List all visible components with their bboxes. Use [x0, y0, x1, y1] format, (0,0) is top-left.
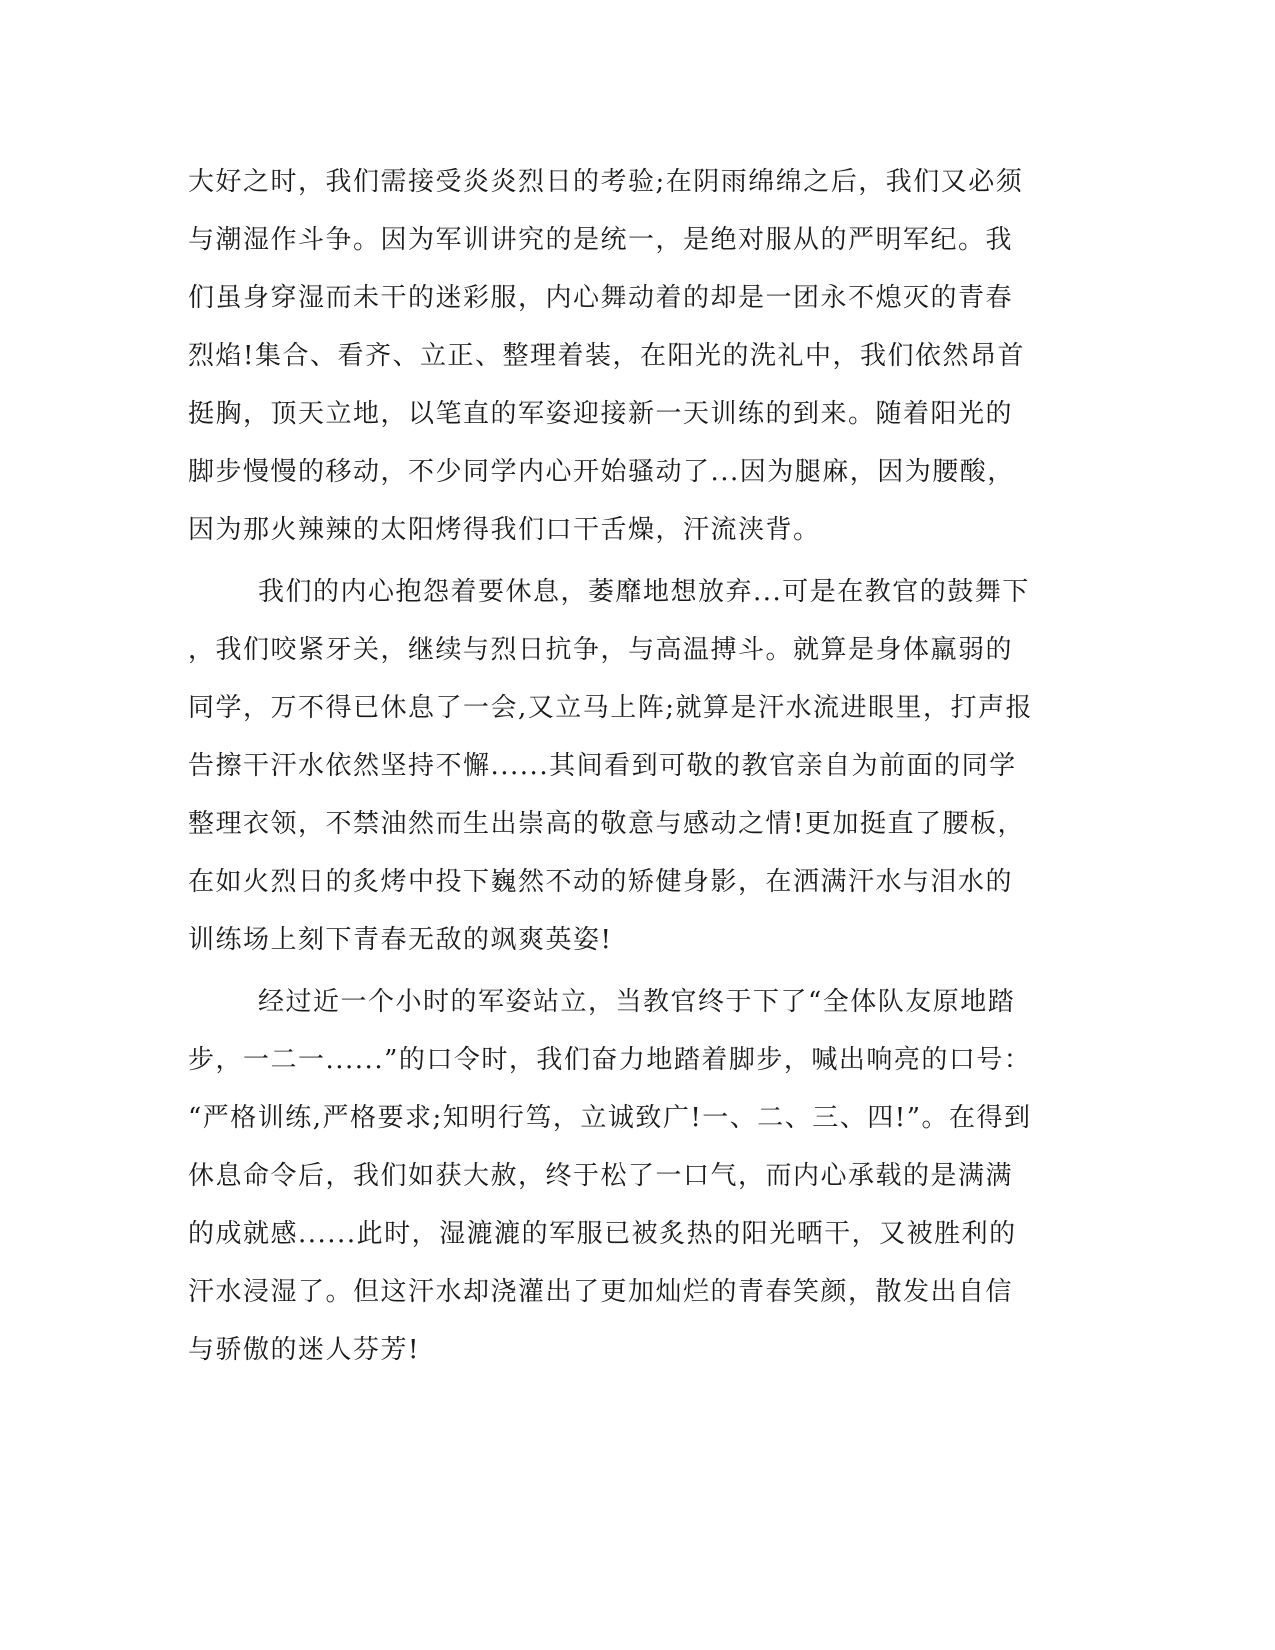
text-line: 因为那火辣辣的太阳烤得我们口干舌燥，汗流浃背。 — [188, 515, 821, 545]
text-line: 经过近一个小时的军姿站立，当教官终于下了“全体队友原地踏 — [258, 987, 1016, 1017]
text-line: 同学，万不得已休息了一会,又立马上阵;就算是汗水流进眼里，打声报 — [188, 693, 1034, 723]
text-line: 整理衣领，不禁油然而生出崇高的敬意与感动之情!更加挺直了腰板， — [188, 809, 1025, 839]
text-line: 挺胸，顶天立地，以笔直的军姿迎接新一天训练的到来。随着阳光的 — [188, 399, 1014, 429]
text-line: “严格训练,严格要求;知明行笃，立诚致广!一、二、三、四!”。在得到 — [188, 1103, 1032, 1133]
text-line: 我们的内心抱怨着要休息，萎靡地想放弃...可是在教官的鼓舞下 — [258, 577, 1030, 607]
text-line: 汗水浸湿了。但这汗水却浇灌出了更加灿烂的青春笑颜，散发出自信 — [188, 1277, 1014, 1307]
text-line: 脚步慢慢的移动，不少同学内心开始骚动了...因为腿麻，因为腰酸， — [188, 457, 1015, 487]
text-line: 步，一二一......”的口令时，我们奋力地踏着脚步，喊出响亮的口号： — [188, 1045, 1032, 1075]
text-line: ，我们咬紧牙关，继续与烈日抗争，与高温搏斗。就算是身体羸弱的 — [188, 635, 1014, 665]
text-line: 告擦干汗水依然坚持不懈......其间看到可敬的教官亲自为前面的同学 — [188, 751, 1017, 781]
text-line: 大好之时，我们需接受炎炎烈日的考验;在阴雨绵绵之后，我们又必须 — [188, 167, 1024, 197]
text-line: 与骄傲的迷人芬芳! — [188, 1335, 420, 1365]
text-line: 们虽身穿湿而未干的迷彩服，内心舞动着的却是一团永不熄灭的青春 — [188, 283, 1014, 313]
text-line: 的成就感......此时，湿漉漉的军服已被炙热的阳光晒干，又被胜利的 — [188, 1219, 1017, 1249]
text-line: 烈焰!集合、看齐、立正、整理着装，在阳光的洗礼中，我们依然昂首 — [188, 341, 1025, 371]
text-line: 休息命令后，我们如获大赦，终于松了一口气，而内心承载的是满满 — [188, 1161, 1014, 1191]
text-line: 训练场上刻下青春无敌的飒爽英姿! — [188, 925, 613, 955]
text-line: 在如火烈日的炙烤中投下巍然不动的矫健身影，在洒满汗水与泪水的 — [188, 867, 1014, 897]
text-line: 与潮湿作斗争。因为军训讲究的是统一，是绝对服从的严明军纪。我 — [188, 225, 1014, 255]
